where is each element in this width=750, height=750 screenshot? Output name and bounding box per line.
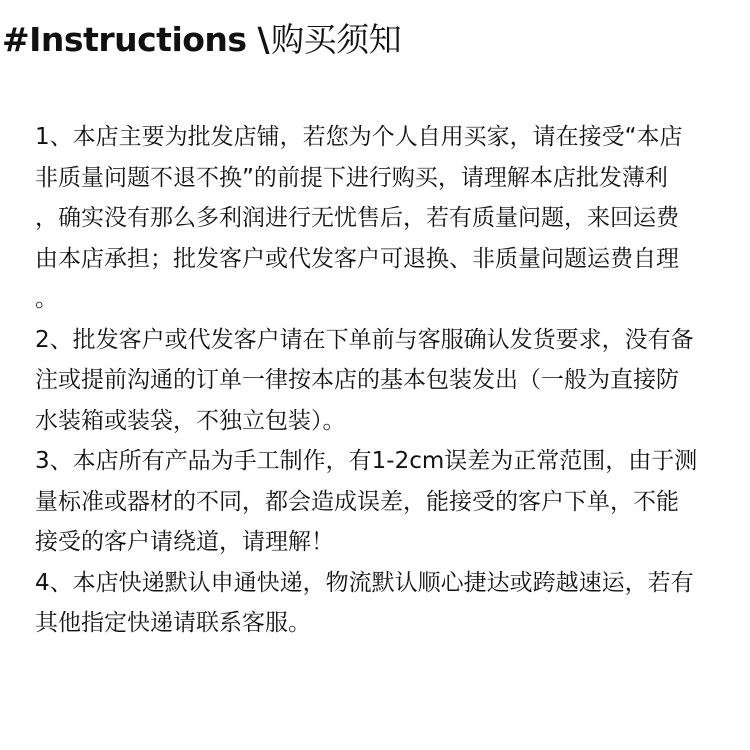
text-line: 由本店承担；批发客户或代发客户可退换、非质量问题运费自理 <box>35 245 679 272</box>
text-line: 。 <box>35 286 58 312</box>
text-line: 非质量问题不退不换”的前提下进行购买，请理解本店批发薄利 <box>35 164 668 191</box>
title-chinese: 购买须知 <box>271 20 402 59</box>
instructions-body <box>35 117 725 644</box>
text-line: 水装箱或装袋，不独立包装）。 <box>35 407 346 434</box>
text-line: 注或提前沟通的订单一律按本店的基本包装发出（一般为直接防 <box>35 367 679 393</box>
text-line: 量标准或器材的不同，都会造成误差，能接受的客户下单，不能 <box>35 488 679 515</box>
text-line: 4、本店快递默认申通快递，物流默认顺心捷达或跨越速运，若有 <box>35 569 694 596</box>
title-prefix: #Instructions \ <box>2 20 270 59</box>
instruction-item-3 <box>35 441 725 563</box>
text-line: 接受的客户请绕道，请理解！ <box>35 529 334 555</box>
text-line: 2、批发客户或代发客户请在下单前与客服确认发货要求，没有备 <box>35 326 694 353</box>
instruction-item-4 <box>35 563 725 644</box>
page-title <box>2 18 401 62</box>
text-line: ，确实没有那么多利润进行无忧售后，若有质量问题，来回运费 <box>35 205 679 231</box>
instruction-item-2 <box>35 320 725 442</box>
text-line: 3、本店所有产品为手工制作，有1-2cm误差为正常范围，由于测 <box>35 448 698 474</box>
instruction-item-1 <box>35 117 725 320</box>
text-line: 其他指定快递请联系客服。 <box>35 610 311 636</box>
text-line: 1、本店主要为批发店铺，若您为个人自用买家，请在接受“本店 <box>35 124 683 150</box>
